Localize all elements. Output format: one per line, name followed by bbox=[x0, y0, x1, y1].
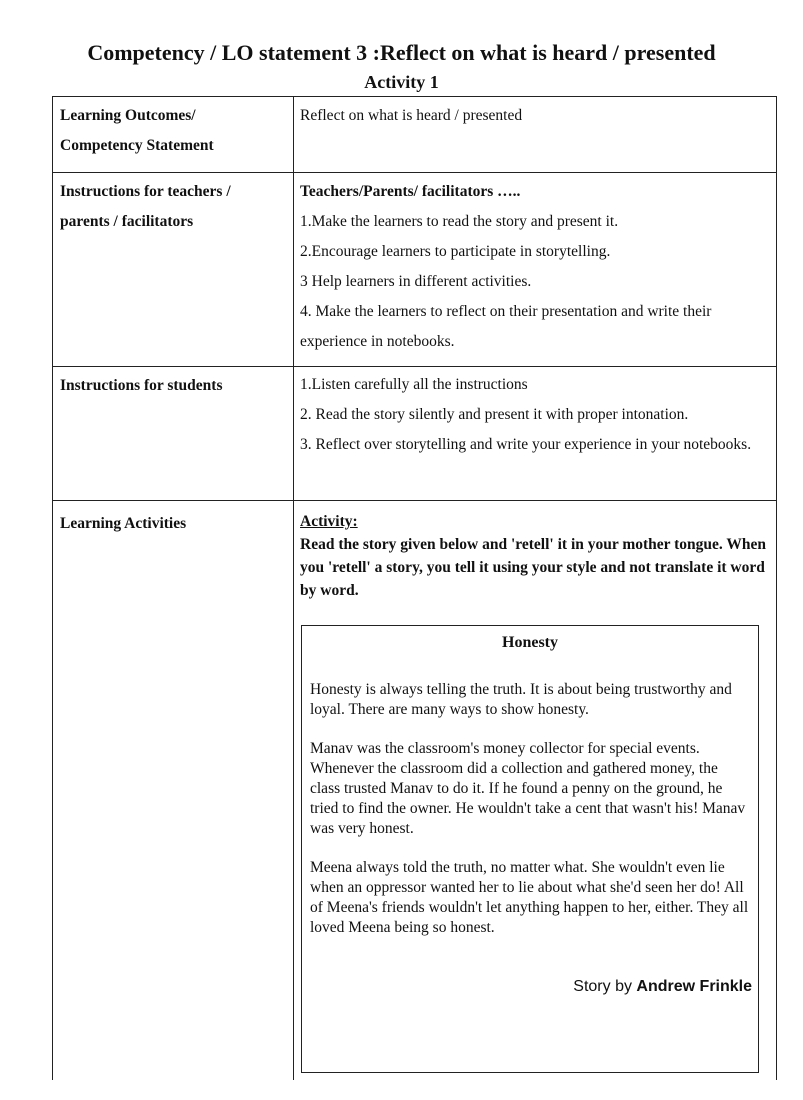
student-instruction-item: 3. Reflect over storytelling and write your experience in your notebooks. bbox=[300, 436, 752, 453]
story-paragraph: Honesty is always telling the truth. It is about being trustworthy and loyal. There are many ways to show honesty. bbox=[310, 681, 732, 718]
row-learning-outcomes bbox=[53, 97, 776, 173]
activity-table bbox=[52, 96, 777, 1080]
teacher-instruction-item: 1.Make the learners to read the story and present it. bbox=[300, 213, 619, 230]
teacher-instruction-item: 4. Make the learners to reflect on their presentation and write their experience in notebooks. bbox=[300, 303, 712, 350]
student-instruction-item: 2. Read the story silently and present it with proper intonation. bbox=[300, 406, 689, 423]
story-box bbox=[301, 625, 759, 1073]
teacher-instructions-label: Instructions for teachers / parents / facilitators bbox=[60, 183, 231, 230]
student-instructions-list bbox=[300, 370, 770, 460]
student-instruction-item: 1.Listen carefully all the instructions bbox=[300, 376, 528, 393]
activity-text: Read the story given below and 'retell' it in your mother tongue. When you 'retell' a story, you tell it using your style and not translate it word by word. bbox=[300, 536, 767, 599]
credit-prefix: Story by bbox=[573, 978, 632, 995]
teacher-instructions-list bbox=[300, 177, 770, 357]
story-credit bbox=[573, 978, 752, 996]
story-title: Honesty bbox=[502, 634, 558, 651]
activity-instructions bbox=[300, 511, 770, 602]
story-paragraph: Meena always told the truth, no matter what. She wouldn't even lie when an oppressor wanted her to lie about what she'd seen her do! All of Meena's friends wouldn't let anything happen to her, either. They all loved Meena being so honest. bbox=[310, 859, 749, 936]
learning-outcomes-value: Reflect on what is heard / presented bbox=[300, 107, 523, 124]
row-teacher-instructions bbox=[53, 173, 776, 367]
activity-heading: Activity: bbox=[300, 513, 358, 530]
learning-outcomes-label: Learning Outcomes/ Competency Statement bbox=[60, 107, 214, 154]
teacher-instructions-heading: Teachers/Parents/ facilitators ….. bbox=[300, 183, 521, 200]
credit-author: Andrew Frinkle bbox=[636, 978, 752, 995]
student-instructions-label: Instructions for students bbox=[60, 377, 223, 394]
row-student-instructions bbox=[53, 367, 776, 501]
teacher-instruction-item: 2.Encourage learners to participate in storytelling. bbox=[300, 243, 611, 260]
page-title: Competency / LO statement 3 :Reflect on what is heard / presented bbox=[87, 40, 716, 65]
teacher-instruction-item: 3 Help learners in different activities. bbox=[300, 273, 532, 290]
story-paragraph: Manav was the classroom's money collector for special events. Whenever the classroom did a collection and gathered money, the class trusted Manav to do it. If he found a penny on the ground, he tried to find the owner. He wouldn't take a cent that wasn't his! Manav was very honest. bbox=[310, 740, 746, 837]
learning-activities-label: Learning Activities bbox=[60, 515, 187, 532]
activity-subtitle: Activity 1 bbox=[364, 72, 439, 92]
